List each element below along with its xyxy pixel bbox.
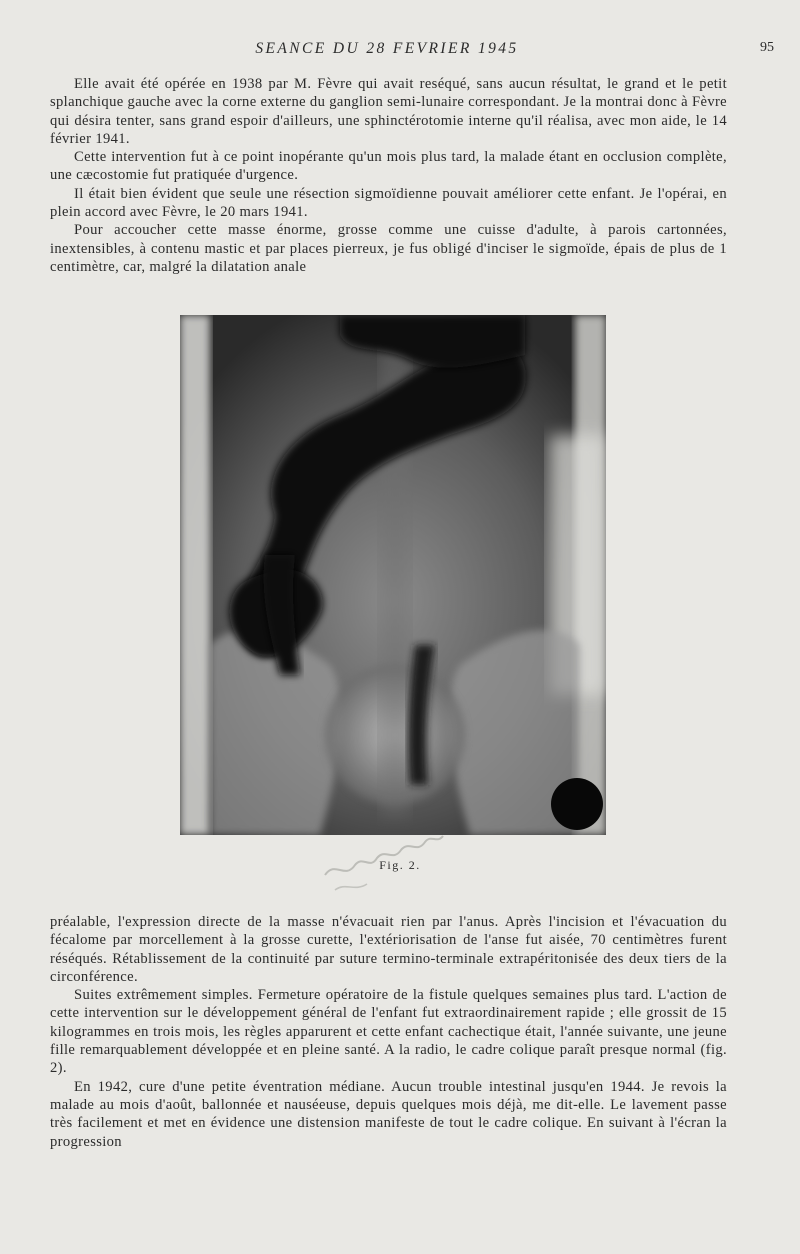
- paragraph: Pour accoucher cette masse énorme, grosse comme une cuisse d'adulte, à parois cartonnées, inextensibles, à contenu mastic et par places pierreux, je fus obligé d'inciser le sigmoïde, épais de plus de 1 centimètre, car, malgré la dilatation anale: [50, 222, 727, 275]
- running-title: SEANCE DU 28 FEVRIER 1945: [255, 40, 519, 57]
- xray-image: [180, 315, 606, 835]
- paragraph: Cette intervention fut à ce point inopérante qu'un mois plus tard, la malade étant en occlusion complète, une cæcostomie fut pratiquée d'urgence.: [50, 149, 727, 184]
- body-text-top: [50, 75, 727, 276]
- paragraph: Il était bien évident que seule une résection sigmoïdienne pouvait améliorer cette enfant. Je l'opérai, en plein accord avec Fèvre, le 20 mars 1941.: [50, 185, 727, 221]
- page-header: [48, 40, 774, 62]
- paragraph: Elle avait été opérée en 1938 par M. Fèvre qui avait reséqué, sans aucun résultat, le grand et le petit splanchique gauche avec la corne externe du ganglion semi-lunaire correspondant. Je la montrai donc à Fèvre qui désira tenter, sans grand espoir d'ailleurs, une sphinctérotomie interne qu'il réalisa, avec mon aide, le 14 février 1941.: [50, 76, 727, 147]
- figure-caption: Fig. 2.: [379, 858, 421, 872]
- body-text-bottom: [50, 913, 727, 1151]
- page-number: 95: [760, 40, 774, 55]
- paragraph: préalable, l'expression directe de la masse n'évacuait rien par l'anus. Après l'incision et l'évacuation du fécalome par morcellement à la grosse curette, l'extériorisation de l'anse fut aisée, 70 centimètres furent réséqués. Rétablissement de la continuité par suture termino-terminale extrapéritonisée des deux tiers de la circonférence.: [50, 914, 727, 985]
- paragraph: En 1942, cure d'une petite éventration médiane. Aucun trouble intestinal jusqu'en 1944. Je revois la malade au mois d'août, ballonnée et nauséeuse, depuis quelques mois déjà, me dit-elle. Le lavement passe très facilement et met en évidence une distension manifeste de tout le cadre colique. En suivant à l'écran la progression: [50, 1078, 727, 1150]
- xray-figure: [180, 315, 606, 835]
- paragraph: Suites extrêmement simples. Fermeture opératoire de la fistule quelques semaines plus tard. L'action de cette intervention sur le développement général de l'enfant fut extraordinairement rapide ; elle grossit de 15 kilogrammes en trois mois, les règles apparurent et cette enfant cachectique était, l'année suivante, une jeune fille remarquablement développée et en pleine santé. A la radio, le cadre colique paraît presque normal (fig. 2).: [50, 987, 727, 1077]
